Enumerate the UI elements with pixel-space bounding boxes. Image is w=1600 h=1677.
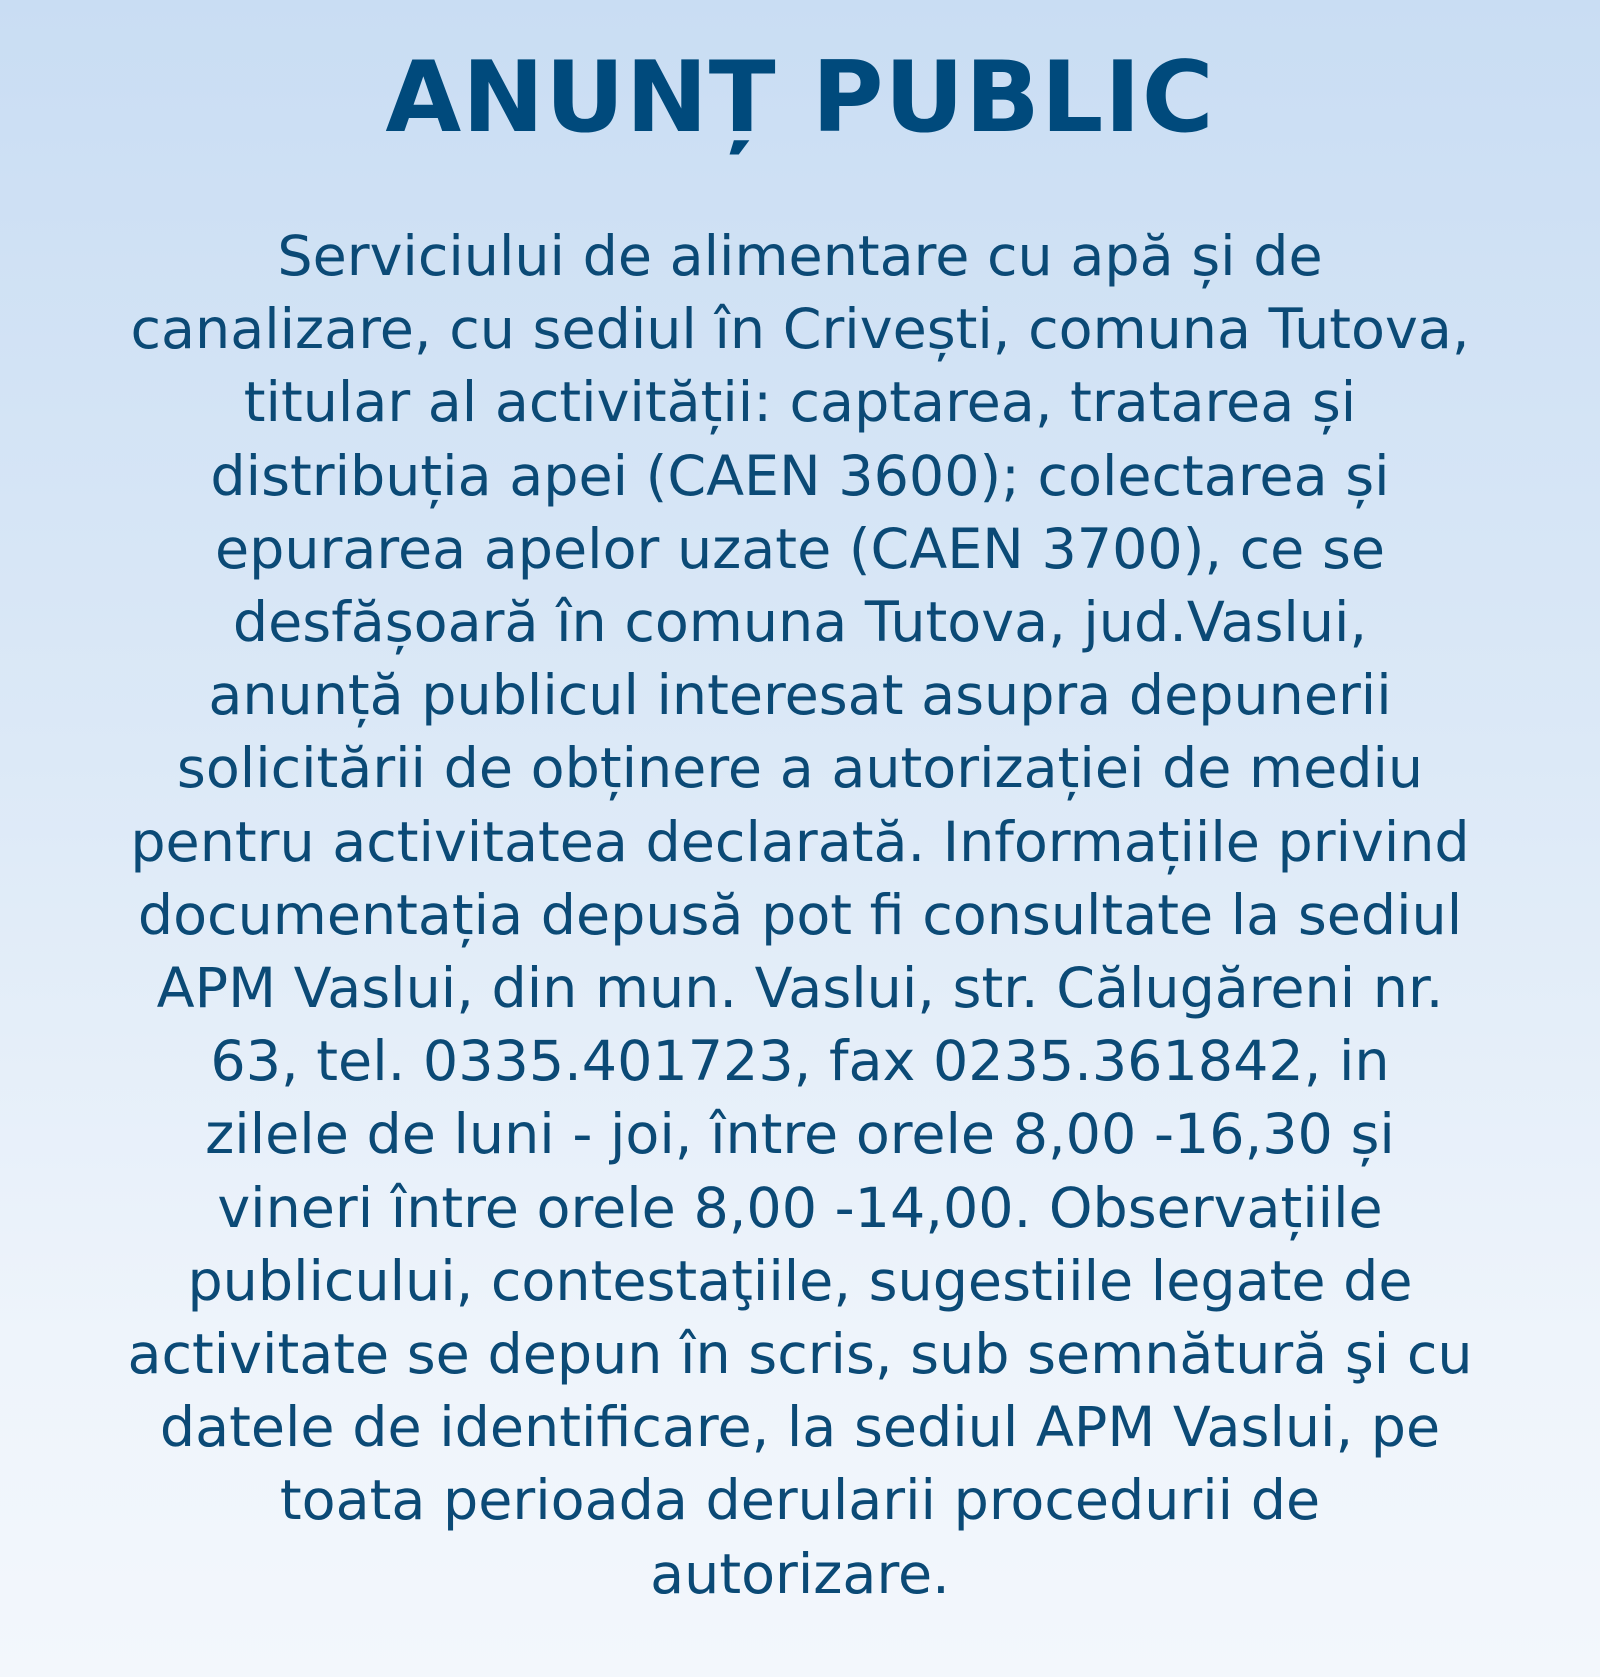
notice-body-line: activitate se depun în scris, sub semnătură şi cu <box>127 1322 1473 1388</box>
notice-body-line: publicului, contestaţiile, sugestiile legate de <box>187 1248 1413 1314</box>
notice-body-line: autorizare. <box>650 1541 950 1607</box>
notice-body-line: anunță publicul interesat asupra depunerii <box>208 663 1392 729</box>
notice-body-line: titular al activității: captarea, tratarea și <box>243 370 1357 436</box>
notice-body-line: zilele de luni - joi, între orele 8,00 -16,30 și <box>205 1102 1395 1168</box>
notice-body-line: datele de identificare, la sediul APM Vaslui, pe <box>159 1395 1441 1461</box>
notice-body-line: solicitării de obținere a autorizației de mediu <box>176 736 1424 802</box>
notice-body-line: canalizare, cu sediul în Crivești, comuna Tutova, <box>130 297 1470 363</box>
notice-body-line: Serviciului de alimentare cu apă și de <box>277 224 1323 289</box>
notice-body-line: desfășoară în comuna Tutova, jud.Vaslui, <box>232 590 1368 656</box>
notice-body-line: distribuția apei (CAEN 3600); colectarea și <box>210 443 1390 509</box>
notice-body-line: APM Vaslui, din mun. Vaslui, str. Călugăreni nr. <box>156 956 1444 1022</box>
notice-body-line: 63, tel. 0335.401723, fax 0235.361842, in <box>210 1029 1390 1095</box>
notice-body <box>60 220 1540 1611</box>
notice-body-line: epurarea apelor uzate (CAEN 3700), ce se <box>215 516 1385 582</box>
notice-body-line: pentru activitatea declarată. Informațiile privind <box>130 809 1470 875</box>
notice-body-line: documentația depusă pot fi consultate la sediul <box>137 882 1463 948</box>
notice-title: ANUNȚ PUBLIC <box>385 41 1215 155</box>
notice-body-line: toata perioada derularii procedurii de <box>279 1468 1321 1534</box>
notice-body-line: vineri între orele 8,00 -14,00. Observațiile <box>217 1175 1383 1241</box>
